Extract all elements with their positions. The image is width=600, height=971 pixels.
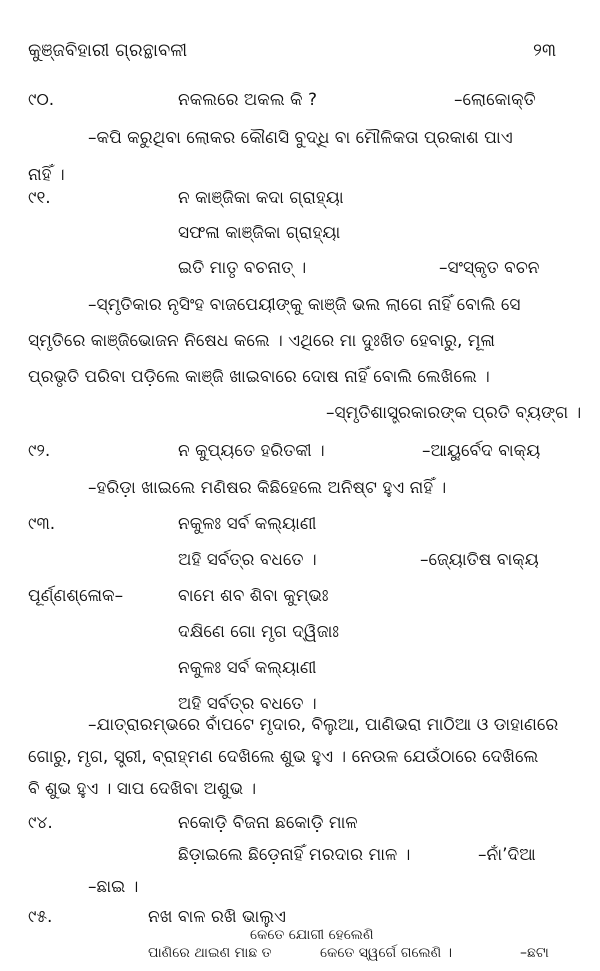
proverb-line: କେତେ ସ୍ୱର୍ଗେ ଗଲେଣି ।: [320, 945, 453, 961]
explanation-line: ପ୍ରଭୃତି ପରିବା ପଡ଼ିଲେ କାଞ୍ଜି ଖାଇବାରେ ଦୋଷ ନାହିଁ ବୋଲି ଲେଖିଲେ ।: [28, 367, 490, 387]
entry-number: ୯୩.: [28, 514, 56, 534]
entry-number: ୯୫.: [28, 907, 53, 927]
proverb-source: –ଆୟୁର୍ବେଦ ବାକ୍ୟ: [422, 441, 541, 461]
entry-number: ୯୨.: [28, 441, 51, 461]
proverb-line: ପାଣିରେ ଥାଇଣ ମାଛ ତ: [148, 945, 272, 961]
proverb-line: ନକୋଡ଼ି ବିଜନା ଛକୋଡ଼ି ମାଳ: [178, 813, 358, 833]
explanation-line: –ଯାତ୍ରାରମ୍ଭରେ ବାଁପଟେ ମୃଦାର, ବିଲୁଆ, ପାଣିଭରା ମାଠିଆ ଓ ଡାହାଣରେ: [88, 715, 559, 735]
verse-line: ନକୁଳଃ ସର୍ବ କଲ୍ୟାଣୀ: [178, 658, 317, 678]
proverb-line: ସଫଳା କାଞ୍ଜିକା ଗ୍ରାହ୍ୟା: [178, 223, 341, 243]
explanation-line: –କପି କରୁଥିବା ଲୋକର କୌଣସି ବୁଦ୍ଧି ବା ମୌଳିକତା ପ୍ରକାଶ ପାଏ: [88, 128, 513, 148]
proverb-line: ନଖ ବାଳ ରଖି ଭାଲୁଏ: [148, 907, 286, 927]
entry-number: ୯୧.: [28, 188, 51, 208]
explanation-line: –ସ୍ମୃତିକାର ନୃସିଂହ ବାଜପେୟୀଙ୍କୁ କାଞ୍ଜି ଭଲ ଲାଗେ ନାହିଁ ବୋଲି ସେ: [88, 295, 521, 315]
explanation-line: –ଛାଇ ।: [88, 877, 139, 897]
page-number: ୨୩: [533, 40, 557, 61]
proverb-line: ନକଲରେ ଅକଲ କି ?: [178, 90, 318, 110]
proverb-line: ଅହି ସର୍ବତ୍ର ବଧତେ ।: [178, 550, 317, 570]
verse-line: ଦକ୍ଷିଣେ ଗୋ ମୃଗ ଦ୍ୱିଜାଃ: [178, 622, 340, 642]
proverb-line: ନ କୁପ୍ୟତେ ହରିତକୀ ।: [178, 441, 325, 461]
explanation-line: ଗୋରୁ, ମୃଗ, ସ୍ତ୍ରୀ, ବ୍ରାହ୍ମଣ ଦେଖିଲେ ଶୁଭ ହୁଏ । ନେଉଳ ଯେଉଁଠାରେ ଦେଖିଲେ: [28, 747, 539, 767]
verse-line: ବାମେ ଶବ ଶିବା କୁମ୍ଭଃ: [178, 586, 329, 606]
entry-number: ୯୦.: [28, 90, 55, 110]
proverb-line: ଛିଡ଼ାଇଲେ ଛିଡ଼େନାହିଁ ମରଦାର ମାଳ ।: [178, 845, 411, 865]
entry-number: ୯୪.: [28, 813, 53, 833]
explanation-line: –ହରିଡ଼ା ଖାଇଲେ ମଣିଷର କିଛିହେଲେ ଅନିଷ୍ଟ ହୁଏ ନାହିଁ ।: [88, 478, 447, 498]
proverb-line: କେତେ ଯୋଗୀ ହେଲେଣି: [250, 927, 374, 943]
proverb-source: –ଜ୍ୟୋତିଷ ବାକ୍ୟ: [420, 550, 539, 570]
proverb-line: ନ କାଞ୍ଜିକା କଦା ଗ୍ରାହ୍ୟା: [178, 188, 344, 208]
proverb-source: –ସଂସ୍କୃତ ବଚନ: [439, 258, 540, 278]
verse-label: ପୂର୍ଣ୍ଣଶ୍ଳୋକ–: [28, 586, 124, 606]
proverb-source: –ନାଁ’ଦିଆ: [478, 845, 536, 865]
proverb-line: ଇତି ମାତୃ ବଚନାତ୍ ।: [178, 258, 307, 278]
verse-line: ଅହି ସର୍ବତ୍ର ବଧତେ ।: [178, 694, 317, 714]
proverb-line: ନକୁଳଃ ସର୍ବ କଲ୍ୟାଣୀ: [178, 514, 317, 534]
explanation-note: –ସ୍ମୃତିଶାସ୍ତ୍ରକାରଙ୍କ ପ୍ରତି ବ୍ୟଙ୍ଗ ।: [326, 403, 582, 423]
proverb-source: –ଲୋକୋକ୍ତି: [454, 90, 536, 110]
explanation-line: ବି ଶୁଭ ହୁଏ । ସାପ ଦେଖିବା ଅଶୁଭ ।: [28, 779, 257, 799]
explanation-line: ନାହିଁ ।: [28, 165, 65, 185]
explanation-line: ସ୍ମୃତିରେ କାଞ୍ଜିଭୋଜନ ନିଷେଧ କଲେ । ଏଥିରେ ମା ଦୁଃଖିତ ହେବାରୁ, ମୂଳା: [28, 331, 495, 351]
running-title: କୁଞ୍ଜବିହାରୀ ଗ୍ରନ୍ଥାବଳୀ: [28, 40, 188, 61]
proverb-source: –ଛଟା: [520, 945, 549, 961]
